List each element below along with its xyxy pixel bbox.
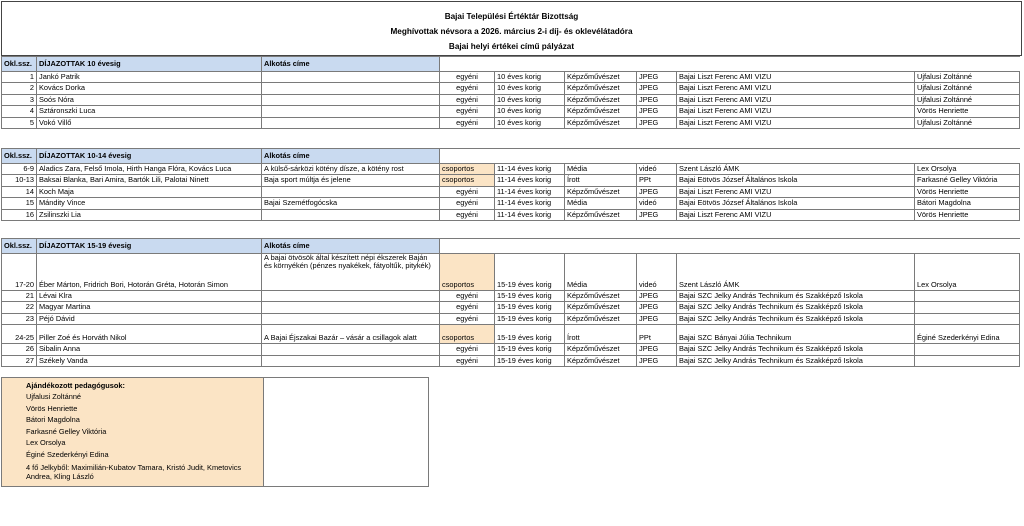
cell-fmt: videó <box>637 198 677 209</box>
gifted-teacher-item: Vörös Henriette <box>26 403 78 413</box>
cell-name: Péjó Dávid <box>37 313 262 324</box>
cell-num: 17-20 <box>2 254 37 291</box>
table-row <box>2 355 1020 366</box>
cell-type: egyéni <box>440 291 495 302</box>
cell-num: 23 <box>2 313 37 324</box>
cell-num: 22 <box>2 302 37 313</box>
event-title: Meghívottak névsora a 2026. március 2-i díj- és oklevélátadóra <box>390 27 633 36</box>
cell-teacher: Lex Orsolya <box>915 254 1020 291</box>
cell-num: 15 <box>2 198 37 209</box>
cell-type: egyéni <box>440 106 495 117</box>
cell-name: Koch Maja <box>37 186 262 197</box>
cell-age: 15-19 éves korig <box>495 355 565 366</box>
cell-age: 11-14 éves korig <box>495 209 565 220</box>
cell-num: 5 <box>2 117 37 128</box>
cell-num: 1 <box>2 72 37 83</box>
table-row <box>2 72 1020 83</box>
cell-teacher: Ujfalusi Zoltánné <box>915 83 1020 94</box>
cell-type: csoportos <box>440 175 495 186</box>
cell-teacher: Vörös Henriette <box>915 186 1020 197</box>
cell-cat: Képzőművészet <box>565 313 637 324</box>
cell-name: Székely Vanda <box>37 355 262 366</box>
cell-num: 6-9 <box>2 164 37 175</box>
cell-cat: Írott <box>565 175 637 186</box>
cell-school: Bajai Liszt Ferenc AMI VIZU <box>677 72 915 83</box>
cell-school: Bajai Liszt Ferenc AMI VIZU <box>677 186 915 197</box>
cell-fmt: JPEG <box>637 186 677 197</box>
num-header: Okl.ssz. <box>2 239 37 254</box>
cell-name: Zsilinszki Lia <box>37 209 262 220</box>
table-row <box>2 117 1020 128</box>
num-header: Okl.ssz. <box>2 149 37 164</box>
gifted-teacher-item: Bátori Magdolna <box>26 415 80 425</box>
cell-teacher: Farkasné Gelley Viktória <box>915 175 1020 186</box>
cell-type: egyéni <box>440 72 495 83</box>
cell-num: 21 <box>2 291 37 302</box>
cell-fmt: JPEG <box>637 117 677 128</box>
section-header-row <box>2 149 1020 164</box>
cell-age: 11-14 éves korig <box>495 198 565 209</box>
cell-title: A bajai ötvösök által készített népi ékszerek Baján és környékén (pénzes nyakékek, fátyoltűk, pitykék) <box>262 254 440 291</box>
cell-cat: Képzőművészet <box>565 94 637 105</box>
cell-school: Bajai SZC Bányai Júlia Technikum <box>677 325 915 344</box>
cell-age: 11-14 éves korig <box>495 175 565 186</box>
cell-cat: Képzőművészet <box>565 302 637 313</box>
table-row <box>2 313 1020 324</box>
cell-type: egyéni <box>440 117 495 128</box>
cell-cat: Média <box>565 254 637 291</box>
cell-age: 15-19 éves korig <box>495 325 565 344</box>
cell-teacher <box>915 355 1020 366</box>
cell-fmt: JPEG <box>637 83 677 94</box>
cell-name: Mándity Vince <box>37 198 262 209</box>
cell-school: Bajai Liszt Ferenc AMI VIZU <box>677 94 915 105</box>
gifted-teacher-item: Ujfalusi Zoltánné <box>26 392 82 401</box>
cell-cat: Képzőművészet <box>565 186 637 197</box>
cell-type: egyéni <box>440 355 495 366</box>
cell-teacher <box>915 313 1020 324</box>
table-row <box>2 83 1020 94</box>
name-header: DÍJAZOTTAK 15-19 évesig <box>37 239 262 254</box>
cell-type: egyéni <box>440 83 495 94</box>
cell-num: 3 <box>2 94 37 105</box>
cell-teacher <box>915 302 1020 313</box>
cell-age: 15-19 éves korig <box>495 313 565 324</box>
cell-age: 15-19 éves korig <box>495 254 565 291</box>
cell-cat: Képzőművészet <box>565 106 637 117</box>
section-under-10-table <box>1 56 1020 129</box>
cell-school: Szent László ÁMK <box>677 254 915 291</box>
gifted-box-frame <box>262 377 429 487</box>
cell-num: 16 <box>2 209 37 220</box>
cell-teacher: Vörös Henriette <box>915 209 1020 220</box>
table-row <box>2 198 1020 209</box>
cell-fmt: PPt <box>637 175 677 186</box>
cell-school: Bajai Liszt Ferenc AMI VIZU <box>677 209 915 220</box>
cell-title <box>262 117 440 128</box>
cell-type: egyéni <box>440 186 495 197</box>
cell-type: csoportos <box>440 164 495 175</box>
table-row <box>2 164 1020 175</box>
cell-name: Sibalin Anna <box>37 344 262 355</box>
cell-title <box>262 291 440 302</box>
cell-age: 10 éves korig <box>495 117 565 128</box>
title-header: Alkotás címe <box>262 57 440 72</box>
cell-school: Bajai SZC Jelky András Technikum és Szakképző Iskola <box>677 291 915 302</box>
cell-age: 10 éves korig <box>495 72 565 83</box>
cell-fmt: JPEG <box>637 313 677 324</box>
cell-age: 10 éves korig <box>495 94 565 105</box>
cell-type: egyéni <box>440 344 495 355</box>
gifted-teacher-item: Éginé Szederkényi Edina <box>26 449 109 459</box>
cell-school: Bajai SZC Jelky András Technikum és Szakképző Iskola <box>677 344 915 355</box>
gifted-teachers-box <box>1 377 264 487</box>
cell-age: 10 éves korig <box>495 83 565 94</box>
table-row <box>2 186 1020 197</box>
cell-name: Sztáronszki Luca <box>37 106 262 117</box>
cell-teacher <box>915 344 1020 355</box>
cell-cat: Média <box>565 198 637 209</box>
cell-school: Bajai SZC Jelky András Technikum és Szakképző Iskola <box>677 355 915 366</box>
cell-cat: Képzőművészet <box>565 209 637 220</box>
cell-teacher: Vörös Henriette <box>915 106 1020 117</box>
cell-title: A Bajai Éjszakai Bazár – vásár a csillagok alatt <box>262 325 440 344</box>
cell-title <box>262 344 440 355</box>
cell-school: Bajai Liszt Ferenc AMI VIZU <box>677 117 915 128</box>
cell-num: 14 <box>2 186 37 197</box>
cell-age: 11-14 éves korig <box>495 164 565 175</box>
cell-name: Jankó Patrik <box>37 72 262 83</box>
cell-num: 2 <box>2 83 37 94</box>
cell-fmt: PPt <box>637 325 677 344</box>
section-10-14-table <box>1 148 1020 221</box>
cell-age: 11-14 éves korig <box>495 186 565 197</box>
cell-school: Bajai SZC Jelky András Technikum és Szakképző Iskola <box>677 302 915 313</box>
cell-cat: Képzőművészet <box>565 344 637 355</box>
cell-age: 15-19 éves korig <box>495 291 565 302</box>
gifted-teacher-item: Farkasné Gelley Viktória <box>26 426 107 436</box>
table-row <box>2 325 1020 344</box>
cell-teacher: Ujfalusi Zoltánné <box>915 72 1020 83</box>
cell-cat: Képzőművészet <box>565 291 637 302</box>
cell-fmt: videó <box>637 164 677 175</box>
cell-school: Szent László ÁMK <box>677 164 915 175</box>
cell-title <box>262 94 440 105</box>
table-row <box>2 106 1020 117</box>
cell-type: egyéni <box>440 313 495 324</box>
cell-title <box>262 355 440 366</box>
cell-teacher <box>915 291 1020 302</box>
cell-num: 27 <box>2 355 37 366</box>
cell-name: Vokó Villő <box>37 117 262 128</box>
cell-school: Bajai Liszt Ferenc AMI VIZU <box>677 106 915 117</box>
cell-teacher: Ujfalusi Zoltánné <box>915 94 1020 105</box>
table-row <box>2 344 1020 355</box>
table-row <box>2 94 1020 105</box>
cell-fmt: JPEG <box>637 72 677 83</box>
title-header: Alkotás címe <box>262 239 440 254</box>
name-header: DÍJAZOTTAK 10 évesig <box>37 57 262 72</box>
cell-name: Piller Zoé és Horváth Nikol <box>37 325 262 344</box>
cell-school: Bajai SZC Jelky András Technikum és Szakképző Iskola <box>677 313 915 324</box>
cell-name: Éber Márton, Fridrich Bori, Hotorán Gréta, Hotorán Simon <box>37 254 262 291</box>
contest-title: Bajai helyi értékei című pályázat <box>448 42 575 51</box>
cell-title: Baja sport múltja és jelene <box>262 175 440 186</box>
cell-cat: Képzőművészet <box>565 117 637 128</box>
cell-num: 26 <box>2 344 37 355</box>
cell-title <box>262 83 440 94</box>
gifted-teacher-item: Lex Orsolya <box>26 438 66 448</box>
cell-cat: Képzőművészet <box>565 355 637 366</box>
name-header: DÍJAZOTTAK 10-14 évesig <box>37 149 262 164</box>
document-header <box>1 1 1022 56</box>
cell-teacher: Ujfalusi Zoltánné <box>915 117 1020 128</box>
cell-school: Bajai Eötvös József Általános Iskola <box>677 198 915 209</box>
table-row <box>2 209 1020 220</box>
cell-teacher: Lex Orsolya <box>915 164 1020 175</box>
cell-school: Bajai Liszt Ferenc AMI VIZU <box>677 83 915 94</box>
cell-fmt: JPEG <box>637 355 677 366</box>
table-row <box>2 302 1020 313</box>
section-header-row <box>2 239 1020 254</box>
cell-type: egyéni <box>440 198 495 209</box>
num-header: Okl.ssz. <box>2 57 37 72</box>
cell-type: egyéni <box>440 209 495 220</box>
cell-age: 10 éves korig <box>495 106 565 117</box>
cell-type: egyéni <box>440 94 495 105</box>
cell-title <box>262 302 440 313</box>
cell-fmt: JPEG <box>637 106 677 117</box>
cell-cat: Képzőművészet <box>565 83 637 94</box>
cell-fmt: JPEG <box>637 94 677 105</box>
cell-fmt: JPEG <box>637 302 677 313</box>
cell-title <box>262 72 440 83</box>
cell-fmt: videó <box>637 254 677 291</box>
section-header-row <box>2 57 1020 72</box>
section-15-19-table <box>1 238 1020 367</box>
table-row <box>2 175 1020 186</box>
header-blank-cell <box>440 149 1020 164</box>
cell-teacher: Bátori Magdolna <box>915 198 1020 209</box>
cell-name: Magyar Martina <box>37 302 262 313</box>
header-blank-cell <box>440 239 1020 254</box>
cell-title <box>262 313 440 324</box>
cell-num: 10-13 <box>2 175 37 186</box>
table-row <box>2 291 1020 302</box>
cell-name: Aladics Zara, Felső Imola, Hirth Hanga Flóra, Kovács Luca <box>37 164 262 175</box>
cell-age: 15-19 éves korig <box>495 302 565 313</box>
cell-num: 4 <box>2 106 37 117</box>
cell-num: 24-25 <box>2 325 37 344</box>
cell-name: Lévai Klra <box>37 291 262 302</box>
cell-name: Kovács Dorka <box>37 83 262 94</box>
title-header: Alkotás címe <box>262 149 440 164</box>
org-title: Bajai Települési Értéktár Bizottság <box>444 12 579 21</box>
gifted-teachers-title: Ajándékozott pedagógusok: <box>26 381 125 390</box>
cell-name: Soós Nóra <box>37 94 262 105</box>
cell-title <box>262 209 440 220</box>
cell-fmt: JPEG <box>637 344 677 355</box>
table-row <box>2 254 1020 291</box>
cell-teacher: Éginé Szederkényi Edina <box>915 325 1020 344</box>
cell-age: 15-19 éves korig <box>495 344 565 355</box>
cell-fmt: JPEG <box>637 209 677 220</box>
cell-fmt: JPEG <box>637 291 677 302</box>
cell-type: egyéni <box>440 302 495 313</box>
cell-school: Bajai Eötvös József Általános Iskola <box>677 175 915 186</box>
cell-cat: Írott <box>565 325 637 344</box>
header-blank-cell <box>440 57 1020 72</box>
cell-type: csoportos <box>440 254 495 291</box>
cell-cat: Képzőművészet <box>565 72 637 83</box>
cell-title <box>262 186 440 197</box>
cell-title <box>262 106 440 117</box>
cell-type: csoportos <box>440 325 495 344</box>
cell-name: Baksai Blanka, Bari Amira, Bartók Lili, Palotai Ninett <box>37 175 262 186</box>
cell-cat: Média <box>565 164 637 175</box>
gifted-teacher-item: 4 fő Jelkyből: Maximilián-Kubatov Tamara, Kristó Judit, Kmetovics Andrea, Kling László <box>26 462 242 482</box>
cell-title: Bajai Szemétfogócska <box>262 198 440 209</box>
cell-title: A külső-sárközi kötény dísze, a kötény rost <box>262 164 440 175</box>
